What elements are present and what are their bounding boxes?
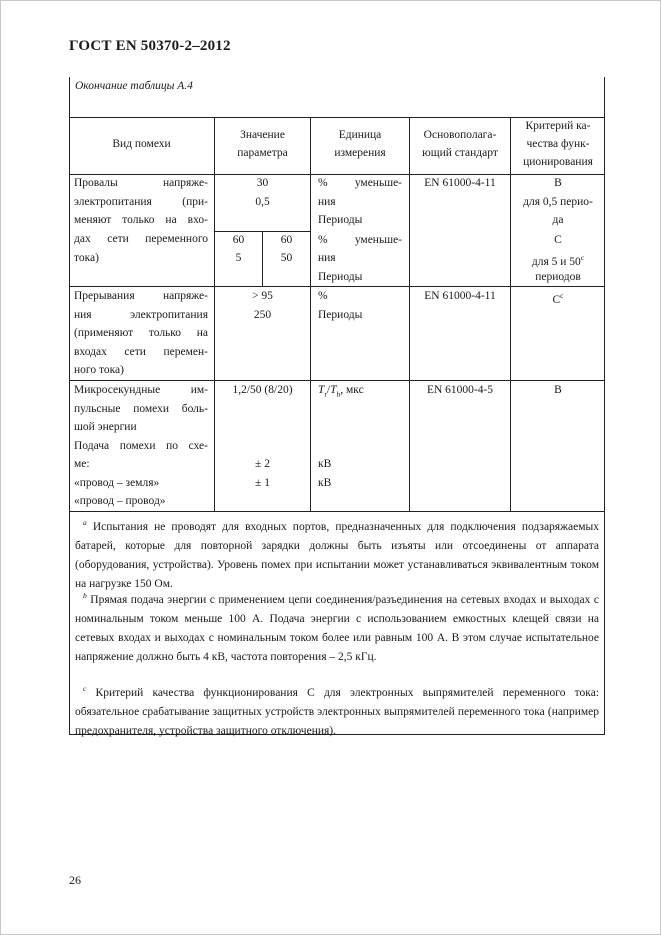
row3-kind-line: ме: [74,458,90,470]
row3-kind-line: шой энергии [74,421,137,433]
row2-kind-line: входах сети перемен- [74,346,208,358]
row1-unit: ния [318,252,336,264]
row3-value: ± 1 [255,477,270,489]
header-col-standard-2: ющий стандарт [422,147,498,159]
row2-standard: EN 61000-4-11 [424,290,496,302]
table-caption: Окончание таблицы A.4 [75,80,193,92]
footnote-b: $^b$ Прямая подача энергии с применением цепи соединения/разъединения на сетевых входах и выходах с номинальным током меньше 100 А. Подача энергии с использованием емкостных клещей связи на сетевых входах и выходах с номинальным током более или равным 100 А. В этом случае испытательное напряжение должно быть 4 кВ, частота повторения – 2,5 кГц. [75,591,600,663]
row1-value: 30 [256,177,269,189]
header-col-standard-1: Основополага- [423,129,497,141]
row3-kind-line: Подача помехи по схе- [74,440,208,452]
row2-kind-line: Прерывания напряже- [74,290,208,302]
row2-kind-line: ния электропитания [74,309,208,321]
row3-standard: EN 61000-4-5 [426,384,494,396]
row2-value: 250 [253,309,272,321]
row1-unit: Периоды [318,271,363,283]
col-divider-2 [310,117,311,511]
row1-kind-line: Провалы напряже- [74,177,208,189]
row1-value-b: 50 [280,252,293,264]
row2-unit: Периоды [318,309,363,321]
row1-unit: Периоды [318,214,363,226]
row1-kind-line: меняют только на вхо- [74,214,208,226]
row2-value: > 95 [252,290,273,302]
header-col-criterion-2: чества функ- [526,138,590,150]
row3-criterion: B [554,384,562,396]
row3-value: ± 2 [255,458,270,470]
row1-criterion: периодов [535,271,581,283]
row3-kind-line: пульсные помехи боль- [74,403,208,415]
row2-criterion: $C^c$ [552,291,564,306]
header-col-value-2: параметра [237,147,288,159]
row1-unit: % уменьше- [318,177,402,189]
header-col-criterion-1: Критерий ка- [525,120,591,132]
row2-unit: % [318,290,328,302]
row1-criterion: B [554,177,562,189]
row3-kind-line: Микросекундные им- [74,384,208,396]
row3-bottom-rule [69,511,605,512]
row1-standard: EN 61000-4-11 [424,177,496,189]
row1-criterion: да [552,214,564,226]
row1-kind-line: тока) [74,252,99,264]
row3-unit: кВ [318,477,332,489]
row1-criterion: для 5 и 50$^c$ [531,253,585,268]
row3-unit: кВ [318,458,332,470]
header-col-criterion-3: ционирования [523,156,593,168]
row2-kind-line: ного тока) [74,364,124,376]
header-col-unit-1: Единица [338,129,382,141]
page-number: 26 [69,873,81,887]
header-col-kind: Вид помехи [112,138,171,150]
row1-value-a: 60 [232,234,245,246]
row1-kind-line: электропитания (при- [74,196,208,208]
row1-value: 0,5 [255,196,270,208]
row3-kind-line: «провод – провод» [74,495,166,507]
row3-kind-line: «провод – земля» [74,477,160,489]
header-col-value-1: Значение [240,129,285,141]
footnote-c: $^c$ Критерий качества функционирования C для электронных выпрямителей переменного тока: обязательное срабатывание защитных устройств электронных выпрямителей переменного тока (например предохранителя, устройства защитного отключения). [75,684,600,737]
row1-criterion: C [554,234,562,246]
document-header: ГОСТ EN 50370-2–2012 [69,38,231,54]
row1-unit: ния [318,196,336,208]
row1-criterion: для 0,5 перио- [523,196,593,208]
header-col-unit-2: измерения [334,147,386,159]
row1-unit: % уменьше- [318,234,402,246]
row3-unit-time: $T_r/T_h$, мкс [318,384,364,399]
row1-kind-line: дах сети переменного [74,233,208,245]
row1-value-b: 60 [280,234,293,246]
row2-kind-line: (применяют только на [74,327,208,339]
row1-value-a: 5 [235,252,242,264]
footnote-a: $^a$ Испытания не проводят для входных портов, предназначенных для подключения подзаряжаемых батарей, которые для повторной зарядки должны быть изъяты или отсоединены от аппарата (оборудования, устройства). Уровень помех при испытании может устанавливаться эквивалентным током на нагрузке 150 Ом. [75,518,600,590]
row3-value: 1,2/50 (8/20) [232,384,293,396]
